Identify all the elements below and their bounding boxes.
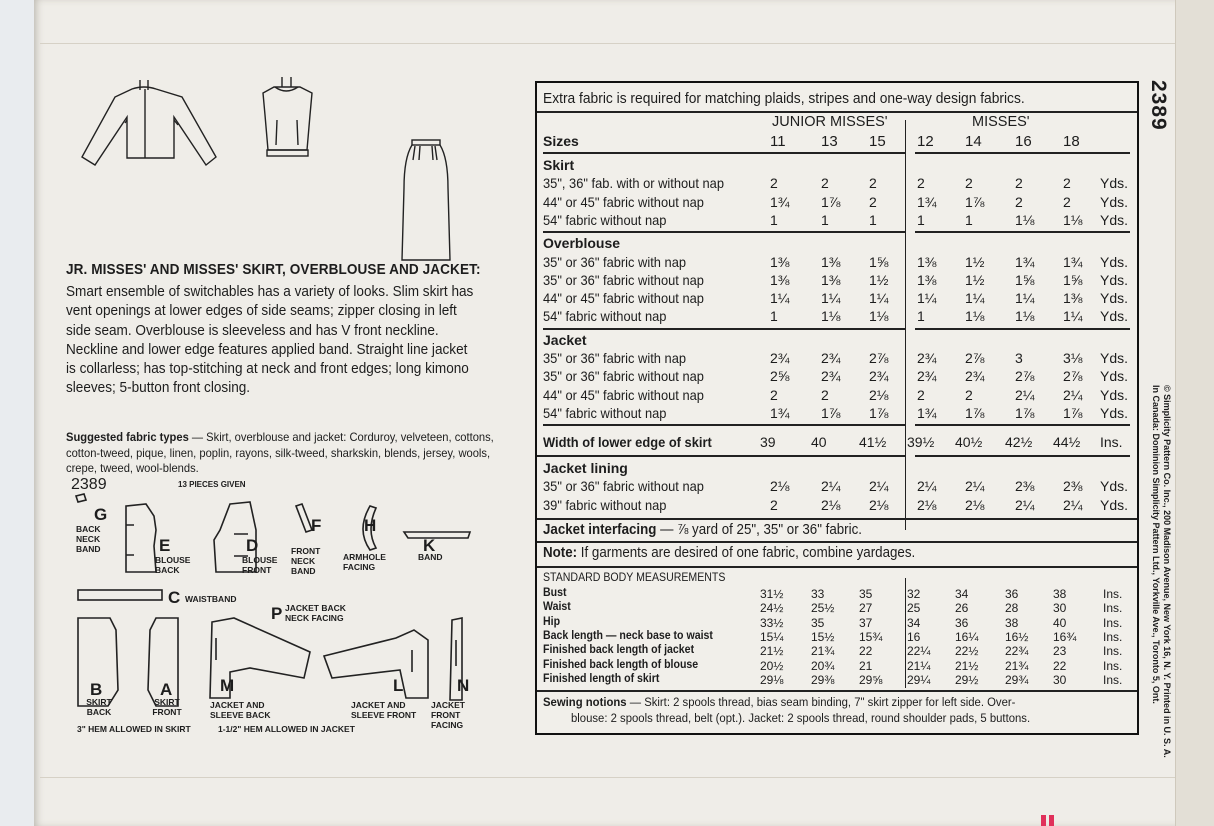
yardage-value: 2 xyxy=(965,175,973,192)
yardage-value: 1¼ xyxy=(917,290,937,307)
unit-label: Ins. xyxy=(1103,644,1123,659)
measurement-value: 29¾ xyxy=(1005,672,1029,687)
size-header: 15 xyxy=(869,133,886,150)
yardage-value: 2 xyxy=(821,386,829,403)
measurement-value: 29⅜ xyxy=(811,672,835,687)
piece-letter-h: H xyxy=(364,516,377,535)
measurements-title: STANDARD BODY MEASUREMENTS xyxy=(543,572,726,584)
divider xyxy=(537,566,1137,568)
envelope-flap xyxy=(1175,0,1214,826)
yardage-value: 1⅞ xyxy=(965,193,985,210)
section-title: Overblouse xyxy=(543,235,621,252)
unit-label: Yds. xyxy=(1100,253,1129,270)
yardage-value: 1¼ xyxy=(1063,308,1083,325)
yardage-value: 2⅝ xyxy=(770,368,790,385)
piece-label-b: SKIRT BACK xyxy=(86,697,112,717)
yardage-value: 1⅞ xyxy=(869,404,889,421)
yardage-value: 2¼ xyxy=(1063,496,1083,513)
yardage-value: 1⅝ xyxy=(1063,271,1083,288)
piece-label-c: WAISTBAND xyxy=(185,594,237,604)
yardage-value: 2⅛ xyxy=(770,478,790,495)
yardage-value: 1⅞ xyxy=(965,404,985,421)
red-print-mark xyxy=(1041,815,1046,826)
group-junior-misses: JUNIOR MISSES' xyxy=(772,114,888,130)
measurement-value: 16¼ xyxy=(955,629,979,644)
interfacing-label: Jacket interfacing xyxy=(543,522,657,538)
measurement-value: 21¾ xyxy=(1005,658,1029,673)
yardage-value: 1½ xyxy=(965,253,985,270)
sizes-label: Sizes xyxy=(543,133,579,149)
unit-label: Ins. xyxy=(1103,615,1123,630)
section-title: Skirt xyxy=(543,157,575,173)
piece-letter-b: B xyxy=(90,680,103,699)
piece-letter-n: N xyxy=(457,676,470,695)
unit-label: Yds. xyxy=(1100,271,1129,288)
yardage-value: 2¼ xyxy=(917,478,937,495)
divider xyxy=(537,518,1137,520)
yardage-value: 2⅛ xyxy=(869,496,889,513)
yardage-value: 2⅞ xyxy=(1015,368,1035,385)
unit-label: Yds. xyxy=(1100,290,1129,307)
measurement-value: 21½ xyxy=(760,644,784,659)
yardage-value: 2¼ xyxy=(965,478,985,495)
unit-label: Yds. xyxy=(1100,308,1129,325)
measurement-label: Finished back length of blouse xyxy=(543,658,699,671)
yardage-row-label: 44" or 45" fabric without nap xyxy=(543,193,704,210)
copyright-notice xyxy=(1150,385,1172,758)
yardage-value: 2⅜ xyxy=(1063,478,1083,495)
piece-label-e: BLOUSE BACK xyxy=(155,555,191,575)
extra-fabric-note: Extra fabric is required for matching plaids, stripes and one-way design fabrics. xyxy=(543,90,1025,107)
yardage-value: 1⅝ xyxy=(869,253,889,270)
unit-label: Yds. xyxy=(1100,175,1129,192)
piece-letter-p: P xyxy=(271,604,283,623)
unit-label: Yds. xyxy=(1100,386,1129,403)
yardage-value: 2¼ xyxy=(1063,386,1083,403)
yardage-value: 2¼ xyxy=(869,478,889,495)
yardage-value: 1 xyxy=(770,211,778,228)
yardage-value: 1¼ xyxy=(1015,290,1035,307)
lower-edge-value: 40 xyxy=(811,434,827,450)
fabric-types-text: — Skirt, overblouse and jacket: Corduroy, velveteen, cottons, cotton-tweed, pique, linen, poplin, rayons, silk-tweed, sharkskin, blends, jersey, wools, crepe, tweed, wool-blends. xyxy=(66,430,494,475)
yardage-value: 1 xyxy=(770,308,778,325)
measurement-value: 25½ xyxy=(811,601,835,616)
yardage-value: 2 xyxy=(1063,193,1071,210)
measurement-value: 26 xyxy=(955,601,969,616)
lower-edge-value: 44½ xyxy=(1053,434,1081,450)
note-text: If garments are desired of one fabric, combine yardages. xyxy=(577,545,916,561)
description-title: JR. MISSES' AND MISSES' SKIRT, OVERBLOUSE AND JACKET: xyxy=(66,262,481,278)
measurement-value: 21½ xyxy=(955,658,979,673)
group-misses: MISSES' xyxy=(972,114,1030,130)
yardage-value: 1½ xyxy=(869,271,889,288)
piece-label-g: BACK NECK BAND xyxy=(76,524,101,554)
piece-label-l: JACKET AND SLEEVE FRONT xyxy=(351,700,417,720)
divider xyxy=(543,152,905,154)
unit-label: Yds. xyxy=(1100,211,1129,228)
yardage-value: 2 xyxy=(917,175,925,192)
yardage-value: 1 xyxy=(917,211,925,228)
lower-edge-value: 40½ xyxy=(955,434,983,450)
size-header: 18 xyxy=(1063,133,1080,150)
description-body: Smart ensemble of switchables has a variety of looks. Slim skirt has vent openings at lower edges of side seams; zipper closing in left side seam. Overblouse is sleeveless and has V front neckline. Neckline and lower edge features applied band. Straight line jacket is collarless; has top-stitching at neck and front edges; long kimono sleeves; 5-button front closing. xyxy=(66,284,474,397)
yardage-value: 1⅛ xyxy=(1015,308,1035,325)
measurement-value: 15¼ xyxy=(760,629,784,644)
yardage-value: 2¾ xyxy=(965,368,985,385)
yardage-value: 1¼ xyxy=(869,290,889,307)
unit-label: Ins. xyxy=(1103,658,1123,673)
measurement-value: 16 xyxy=(907,629,921,644)
yardage-value: 3⅛ xyxy=(1063,350,1083,366)
yardage-value: 2¼ xyxy=(821,478,841,495)
interfacing-text: — ⅞ yard of 25", 35" or 36" fabric. xyxy=(656,522,862,538)
yardage-row-label: 35" or 36" fabric without nap xyxy=(543,271,704,288)
yardage-row-label: 54" fabric without nap xyxy=(543,211,667,228)
divider xyxy=(915,424,1130,426)
measurement-value: 16¾ xyxy=(1053,629,1077,644)
yardage-value: 2 xyxy=(869,175,877,192)
piece-letter-g: G xyxy=(94,505,108,524)
measurement-value: 34 xyxy=(907,615,921,630)
yardage-value: 1 xyxy=(821,211,829,228)
divider xyxy=(537,690,1137,692)
yardage-value: 1⅛ xyxy=(965,308,985,325)
measurement-value: 37 xyxy=(859,615,873,630)
yardage-value: 2⅛ xyxy=(917,496,937,513)
size-header: 14 xyxy=(965,133,982,150)
lower-edge-label: Width of lower edge of skirt xyxy=(543,434,712,450)
yardage-value: 2⅛ xyxy=(869,386,889,403)
piece-label-f: FRONT NECK BAND xyxy=(291,546,321,576)
yardage-value: 1⅜ xyxy=(821,271,841,288)
yardage-value: 3 xyxy=(1015,350,1023,366)
unit-label: Yds. xyxy=(1100,404,1129,421)
piece-label-n: JACKET FRONT FACING xyxy=(431,700,466,730)
lower-edge-value: 41½ xyxy=(859,434,887,450)
divider xyxy=(915,231,1130,233)
yardage-value: 1⅞ xyxy=(821,404,841,421)
measurement-value: 31½ xyxy=(760,587,784,601)
piece-label-m: JACKET AND SLEEVE BACK xyxy=(210,700,271,720)
pieces-count: 13 PIECES GIVEN xyxy=(178,480,246,489)
unit-label: Yds. xyxy=(1100,350,1129,366)
divider xyxy=(915,455,1130,457)
combine-note xyxy=(543,545,915,563)
unit-label: Yds. xyxy=(1100,496,1129,513)
measurement-label: Finished back length of jacket xyxy=(543,644,695,657)
piece-letter-c: C xyxy=(168,588,181,607)
yardage-value: 2⅞ xyxy=(869,350,889,366)
measurement-value: 29⅝ xyxy=(859,672,883,687)
pattern-number-vertical: 2389 xyxy=(1147,80,1170,131)
unit-label: Ins. xyxy=(1103,672,1123,687)
fabric-types-label: Suggested fabric types xyxy=(66,430,189,444)
piece-letter-m: M xyxy=(220,676,235,695)
yardage-value: 2 xyxy=(821,175,829,192)
interfacing-line xyxy=(543,522,862,540)
divider xyxy=(537,541,1137,543)
fold-line xyxy=(40,43,1214,44)
yardage-value: 1¼ xyxy=(965,290,985,307)
divider xyxy=(537,111,1137,113)
yardage-row-label: 35" or 36" fabric with nap xyxy=(543,350,687,366)
measurement-value: 22 xyxy=(1053,658,1067,673)
size-header: 16 xyxy=(1015,133,1032,150)
measurement-value: 36 xyxy=(955,615,969,630)
yardage-value: 1⅞ xyxy=(1015,404,1035,421)
yardage-value: 1 xyxy=(917,308,925,325)
skirt-sketch-icon xyxy=(400,138,455,263)
measurement-value: 20½ xyxy=(760,658,784,673)
measurement-value: 30 xyxy=(1053,601,1067,616)
measurement-value: 34 xyxy=(955,587,969,601)
hem-note-jacket: 1-1/2" HEM ALLOWED IN JACKET xyxy=(218,724,355,734)
yardage-value: 2 xyxy=(770,386,778,403)
yardage-value: 1¾ xyxy=(770,404,790,421)
yardage-row-label: 54" fabric without nap xyxy=(543,404,667,421)
measurement-value: 33½ xyxy=(760,615,784,630)
unit-label: Ins. xyxy=(1103,587,1123,601)
yardage-value: 2 xyxy=(770,175,778,192)
piece-letter-f: F xyxy=(311,516,322,535)
piece-letter-k: K xyxy=(423,536,436,555)
yardage-value: 2 xyxy=(917,386,925,403)
canada-line: In Canada: Dominion Simplicity Pattern Ltd., Yorkville Ave., Toronto 5, Ont. xyxy=(1151,385,1161,704)
yardage-value: 1⅝ xyxy=(1015,271,1035,288)
piece-letter-d: D xyxy=(246,536,259,555)
yardage-row-label: 35" or 36" fabric with nap xyxy=(543,253,687,270)
yardage-value: 1⅜ xyxy=(770,271,790,288)
yardage-value: 2 xyxy=(1063,175,1071,192)
group-divider xyxy=(905,120,906,530)
overblouse-sketch-icon xyxy=(260,75,320,165)
yardage-value: 2 xyxy=(770,496,778,513)
yardage-row-label: 44" or 45" fabric without nap xyxy=(543,386,704,403)
unit-label: Ins. xyxy=(1103,601,1123,616)
divider xyxy=(915,328,1130,330)
fold-line xyxy=(40,777,1194,778)
piece-letter-e: E xyxy=(159,536,171,555)
measurement-label: Hip xyxy=(543,615,561,628)
yardage-row-label: 35" or 36" fabric without nap xyxy=(543,368,704,385)
section-title: Jacket lining xyxy=(543,460,628,476)
measurement-value: 23 xyxy=(1053,644,1067,659)
divider xyxy=(543,424,905,426)
measurement-value: 28 xyxy=(1005,601,1019,616)
yardage-value: 1 xyxy=(869,211,877,228)
unit-label: Ins. xyxy=(1103,629,1123,644)
yardage-value: 1⅛ xyxy=(1063,211,1083,228)
jacket-sketch-icon xyxy=(80,75,220,170)
measurement-label: Back length — neck base to waist xyxy=(543,629,713,642)
red-print-mark xyxy=(1049,815,1054,826)
measurement-value: 16½ xyxy=(1005,629,1029,644)
yardage-value: 2⅛ xyxy=(965,496,985,513)
yardage-row-label: 39" fabric without nap xyxy=(543,496,667,513)
size-header: 12 xyxy=(917,133,934,150)
yardage-value: 1¼ xyxy=(821,290,841,307)
divider xyxy=(543,328,905,330)
yardage-value: 2¾ xyxy=(821,368,841,385)
piece-letter-l: L xyxy=(393,676,404,695)
group-divider xyxy=(905,578,906,688)
measurement-value: 25 xyxy=(907,601,921,616)
measurement-label: Waist xyxy=(543,601,571,614)
yardage-value: 1⅛ xyxy=(821,308,841,325)
yardage-value: 1¾ xyxy=(917,193,937,210)
measurement-value: 32 xyxy=(907,587,921,601)
yardage-value: 2¾ xyxy=(917,368,937,385)
yardage-value: 2¼ xyxy=(1015,386,1035,403)
measurement-label: Bust xyxy=(543,587,567,599)
measurement-value: 15¾ xyxy=(859,629,883,644)
hem-note-skirt: 3" HEM ALLOWED IN SKIRT xyxy=(77,724,191,734)
yardage-value: 2 xyxy=(1015,175,1023,192)
measurement-value: 21 xyxy=(859,658,873,673)
divider xyxy=(915,152,1130,154)
measurement-value: 24½ xyxy=(760,601,784,616)
measurement-value: 20¾ xyxy=(811,658,835,673)
piece-label-d: BLOUSE FRONT xyxy=(242,555,278,575)
yardage-value: 1¾ xyxy=(1063,253,1083,270)
yardage-value: 1¾ xyxy=(1015,253,1035,270)
piece-label-k: BAND xyxy=(418,552,443,562)
yardage-value: 1¼ xyxy=(770,290,790,307)
measurement-value: 38 xyxy=(1053,587,1067,601)
yardage-value: 2¾ xyxy=(821,350,841,366)
measurement-value: 36 xyxy=(1005,587,1019,601)
piece-label-h: ARMHOLE FACING xyxy=(343,552,386,572)
measurement-value: 21¾ xyxy=(811,644,835,659)
measurement-value: 22 xyxy=(859,644,873,659)
unit-label: Yds. xyxy=(1100,193,1129,210)
yardage-value: 2 xyxy=(1015,193,1023,210)
yardage-value: 1⅛ xyxy=(1015,211,1035,228)
notions-line-2: blouse: 2 spools thread, belt (opt.). Jacket: 2 spools thread, round shoulder pads, 5 buttons. xyxy=(571,711,1031,725)
measurement-value: 35 xyxy=(811,615,825,630)
measurement-value: 33 xyxy=(811,587,825,601)
measurement-value: 38 xyxy=(1005,615,1019,630)
yardage-value: 1⅞ xyxy=(821,193,841,210)
unit-label: Ins. xyxy=(1100,434,1123,450)
lower-edge-value: 39 xyxy=(760,434,776,450)
yardage-value: 1⅜ xyxy=(1063,290,1083,307)
divider xyxy=(537,455,905,457)
yardage-value: 2⅛ xyxy=(821,496,841,513)
yardage-value: 1 xyxy=(965,211,973,228)
lower-edge-value: 42½ xyxy=(1005,434,1033,450)
yardage-value: 2¼ xyxy=(1015,496,1035,513)
yardage-row-label: 35", 36" fab. with or without nap xyxy=(543,175,724,192)
piece-label-p: JACKET BACK NECK FACING xyxy=(285,603,346,623)
size-header: 13 xyxy=(821,133,838,150)
yardage-value: 2 xyxy=(869,193,877,210)
notions-text: — Skirt: 2 spools thread, bias seam binding, 7" skirt zipper for left side. Over- xyxy=(626,695,1016,709)
yardage-value: 1⅜ xyxy=(770,253,790,270)
yardage-value: 2⅞ xyxy=(1063,368,1083,385)
measurement-value: 40 xyxy=(1053,615,1067,630)
note-label: Note: xyxy=(543,545,578,561)
yardage-row-label: 44" or 45" fabric without nap xyxy=(543,290,704,307)
copyright-line: © Simplicity Pattern Co. Inc., 200 Madison Avenue, New York 16, N. Y. Printed in U. S. A. xyxy=(1162,385,1172,758)
fabric-types xyxy=(66,430,503,477)
measurement-value: 29⅛ xyxy=(760,672,784,687)
notions-label: Sewing notions xyxy=(543,695,627,709)
yardage-value: 2¾ xyxy=(917,350,937,366)
measurement-value: 21¼ xyxy=(907,658,931,673)
measurement-label: Finished length of skirt xyxy=(543,672,660,685)
piece-label-a: SKIRT FRONT xyxy=(152,697,182,717)
measurement-value: 30 xyxy=(1053,672,1067,687)
yardage-value: 2⅞ xyxy=(965,350,985,366)
section-title: Jacket xyxy=(543,331,587,348)
yardage-value: 1¾ xyxy=(917,404,937,421)
measurement-value: 22½ xyxy=(955,644,979,659)
measurement-value: 29½ xyxy=(955,672,979,687)
yardage-value: 2⅜ xyxy=(1015,478,1035,495)
yardage-value: 2¾ xyxy=(770,350,790,366)
divider xyxy=(543,231,905,233)
yardage-value: 1⅞ xyxy=(1063,404,1083,421)
lower-edge-value: 39½ xyxy=(907,434,935,450)
yardage-row-label: 35" or 36" fabric without nap xyxy=(543,478,704,495)
yardage-value: 1⅜ xyxy=(917,253,937,270)
yardage-row-label: 54" fabric without nap xyxy=(543,308,667,325)
yardage-value: 1⅜ xyxy=(821,253,841,270)
unit-label: Yds. xyxy=(1100,368,1129,385)
measurement-value: 27 xyxy=(859,601,873,616)
yardage-value: 1⅛ xyxy=(869,308,889,325)
measurement-value: 15½ xyxy=(811,629,835,644)
yardage-value: 2 xyxy=(965,386,973,403)
yardage-value: 1½ xyxy=(965,271,985,288)
measurement-value: 22¾ xyxy=(1005,644,1029,659)
size-header: 11 xyxy=(770,133,786,150)
measurement-value: 29¼ xyxy=(907,672,931,687)
yardage-value: 1⅜ xyxy=(917,271,937,288)
measurement-value: 22¼ xyxy=(907,644,931,659)
measurement-value: 35 xyxy=(859,587,873,601)
yardage-value: 2¾ xyxy=(869,368,889,385)
unit-label: Yds. xyxy=(1100,478,1129,495)
piece-letter-a: A xyxy=(160,680,173,699)
pattern-number-small: 2389 xyxy=(71,476,107,493)
yardage-value: 1¾ xyxy=(770,193,790,210)
